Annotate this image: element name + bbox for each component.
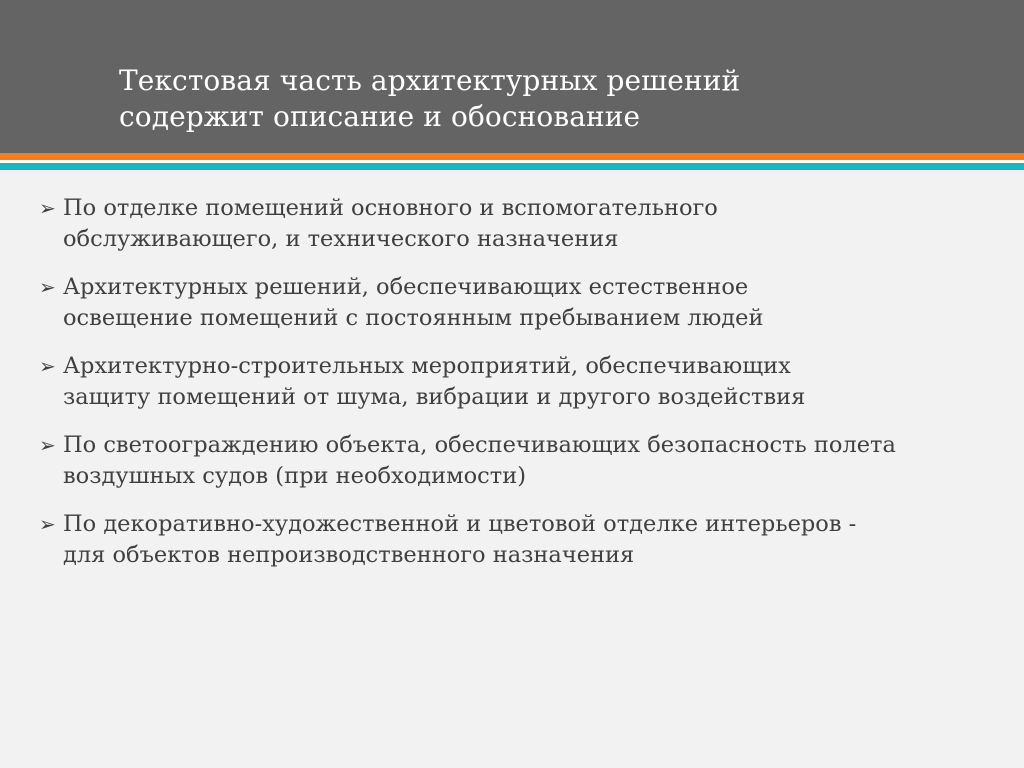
list-item-text-line: Архитектурно-строительных мероприятий, обеспечивающих [63,353,791,379]
list-item [39,509,999,571]
slide-title-line: содержит описание и обоснование [119,100,641,133]
list-item [39,430,999,492]
list-item-text-line: обслуживающего, и технического назначения [63,226,619,252]
list-item [39,351,999,413]
arrowhead-bullet-icon: ➢ [39,196,56,220]
list-item-text-line: По светоограждению объекта, обеспечивающих безопасность полета [63,432,896,458]
slide-title-line: Текстовая часть архитектурных решений [119,64,741,97]
list-item [39,272,999,334]
accent-stripe-orange [0,153,1024,160]
arrowhead-bullet-icon: ➢ [39,354,56,378]
list-item-text-line: Архитектурных решений, обеспечивающих естественное [63,274,749,300]
list-item-text-line: для объектов непроизводственного назначения [63,542,635,568]
list-item-text-line: освещение помещений с постоянным пребыванием людей [63,305,764,331]
arrowhead-bullet-icon: ➢ [39,275,56,299]
list-item-text-line: По декоративно-художественной и цветовой отделке интерьеров - [63,511,857,537]
bullet-list [39,193,999,588]
list-item [39,193,999,255]
arrowhead-bullet-icon: ➢ [39,512,56,536]
slide-title [119,63,989,135]
title-bar [0,0,1024,153]
list-item-text-line: По отделке помещений основного и вспомогательного [63,195,718,221]
accent-stripe-teal [0,163,1024,170]
list-item-text-line: воздушных судов (при необходимости) [63,463,526,489]
list-item-text-line: защиту помещений от шума, вибрации и другого воздействия [63,384,806,410]
arrowhead-bullet-icon: ➢ [39,433,56,457]
